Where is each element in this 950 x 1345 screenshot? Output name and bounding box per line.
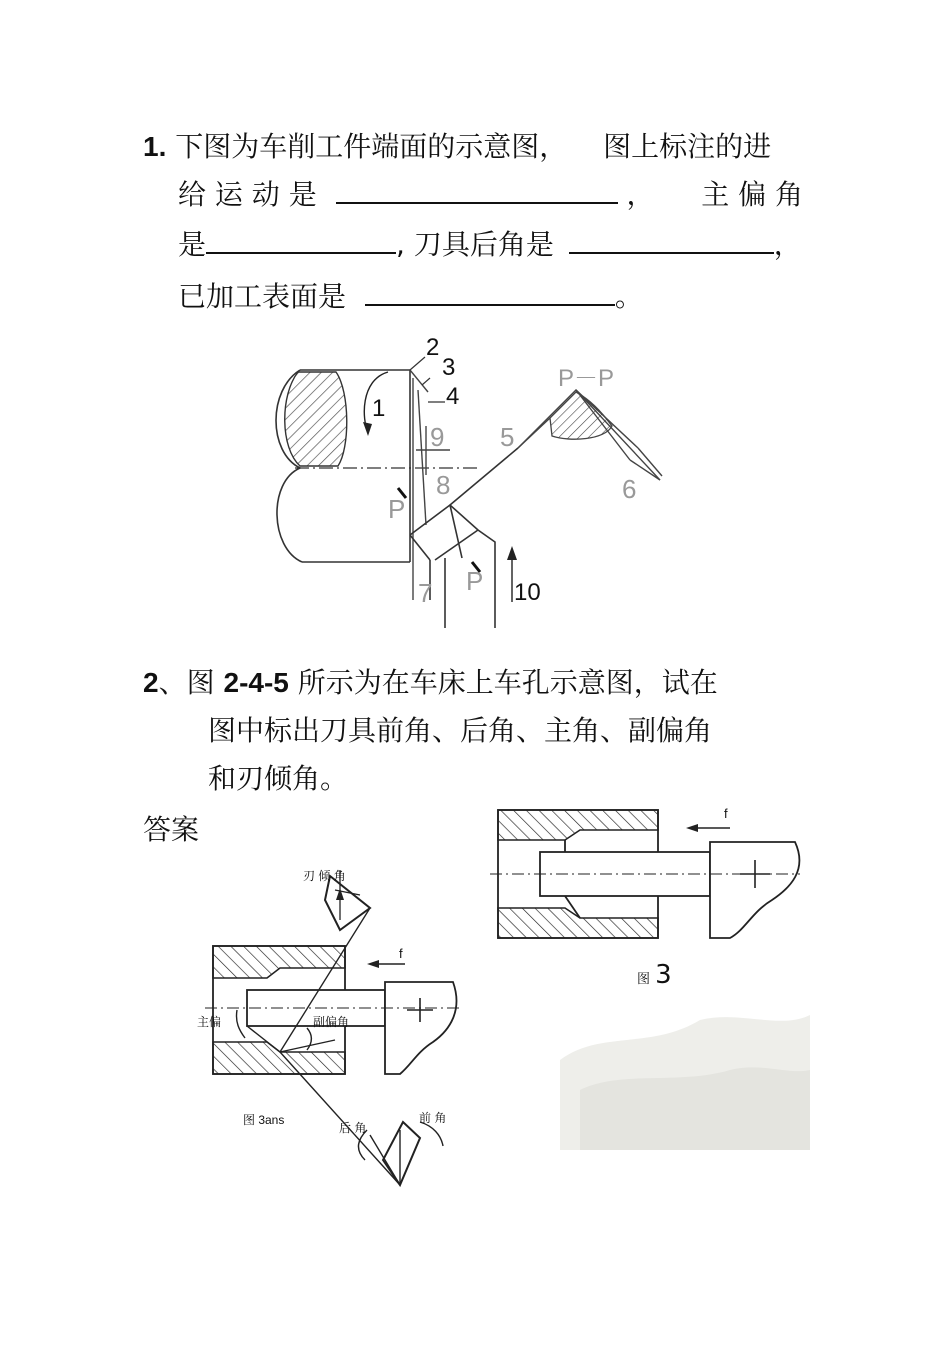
q2-line3: 和刃倾角。 [208, 762, 349, 795]
q1-line3 [178, 228, 802, 262]
fig3-caption [637, 960, 672, 990]
label-p-right: P [466, 566, 484, 596]
label-10: 10 [514, 579, 541, 606]
q2-sep: 、图 [158, 666, 215, 699]
q1-line2c: 主 偏 角 [701, 178, 803, 211]
q1-line1 [143, 130, 771, 164]
q1-line1-text: 下图为车削工件端面的示意图， [175, 130, 568, 163]
q1-blank-main-angle[interactable] [206, 228, 396, 254]
figure-facing-diagram [250, 330, 700, 628]
q1-line1b-text: 图上标注的进 [603, 130, 772, 163]
q1-line4 [178, 280, 643, 314]
q1-blank-feed[interactable] [336, 178, 618, 204]
label-2: 2 [426, 334, 440, 361]
label-4: 4 [446, 383, 460, 410]
leaders-234 [410, 357, 445, 402]
label-p-left: P [388, 494, 406, 524]
label-front: 前 角 [419, 1111, 447, 1125]
section-hatch [285, 372, 347, 466]
label-5: 5 [500, 422, 515, 452]
q1-line2a: 给 运 动 是 [178, 178, 317, 211]
label-minor: 副偏角 [313, 1015, 350, 1029]
feed-arrowhead-3 [686, 824, 698, 832]
label-feed-ans: f [399, 946, 403, 961]
answer-label: 答案 [143, 813, 200, 846]
q1-line3c: ， [773, 228, 802, 261]
label-1: 1 [372, 395, 386, 422]
pp-section-hatch [550, 392, 612, 439]
feed-arrowhead-ans [367, 960, 379, 968]
label-8: 8 [436, 470, 451, 500]
fig3-caption-prefix: 图 [637, 972, 651, 987]
q1-line3b: , 刀具后角是 [396, 228, 554, 261]
label-main: 主偏 [197, 1015, 222, 1029]
label-pp: P－P [558, 365, 615, 392]
q2-line1 [143, 666, 718, 700]
q2-number: 2 [143, 667, 159, 698]
q1-blank-rear-angle[interactable] [569, 228, 774, 254]
q2-line1-text: 所示为在车床上车孔示意图，试在 [297, 666, 718, 699]
fig3-caption-num: 3 [655, 960, 672, 990]
q1-line3a: 是 [178, 228, 207, 261]
q2-line2: 图中标出刀具前角、后角、主角、副偏角 [208, 714, 713, 747]
q2-ref: 2-4-5 [223, 667, 289, 698]
q1-line2 [178, 178, 803, 212]
rotation-arrowhead [363, 422, 372, 436]
feed-arrowhead [507, 546, 517, 560]
label-6: 6 [622, 474, 637, 504]
label-rear: 后 角 [339, 1121, 367, 1135]
label-9: 9 [430, 422, 445, 452]
watermark-landscape [560, 990, 810, 1150]
label-blade-incl: 刃 倾 角 [303, 869, 346, 883]
q1-number: 1. [143, 131, 167, 162]
front-angle-arc [420, 1122, 443, 1146]
figure-3ans [195, 860, 480, 1190]
q1-line2b: ， [626, 178, 655, 211]
minor-angle-arc [307, 1028, 312, 1050]
label-7: 7 [418, 578, 433, 608]
label-3: 3 [442, 354, 456, 381]
main-angle-arc [236, 1010, 245, 1038]
q1-line4a: 已加工表面是 [178, 280, 347, 313]
label-fig3ans-caption: 图 3ans [243, 1113, 285, 1127]
q1-blank-machined-surface[interactable] [365, 280, 615, 306]
feed-label-3: f [724, 806, 728, 821]
q1-line4b: 。 [614, 280, 643, 313]
